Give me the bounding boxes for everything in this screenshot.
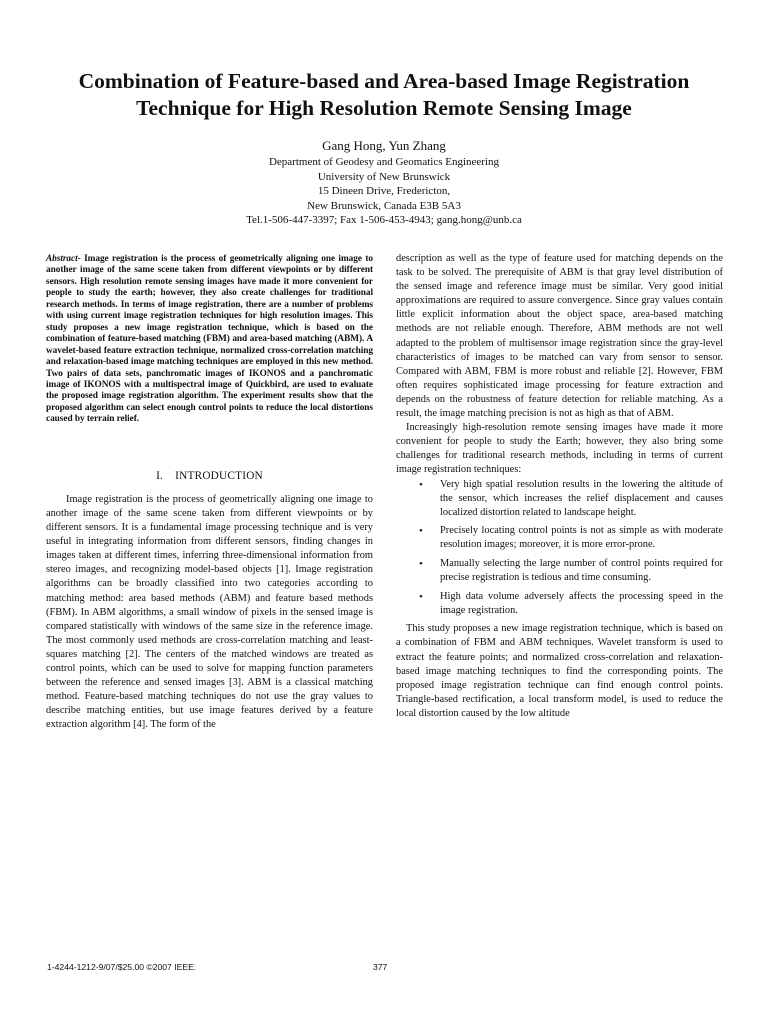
affiliation-department: Department of Geodesy and Geomatics Engineering xyxy=(268,156,499,168)
affiliation-university: University of New Brunswick xyxy=(317,170,451,183)
abstract-label: Abstract- xyxy=(46,254,81,264)
body-paragraph-3: This study proposes a new image registration technique, which is based on a combination of FBM and ABM techniques. Wavelet transform is used to extract the feature points; and normalized cross-correlation and relaxation-based image matching techniques to find the corresponding points. The proposed image registration technique can find enough control points. Triangle-based rectification, a local transform model, is used to reduce the local distortion caused by the low altitude xyxy=(396,623,723,719)
abstract xyxy=(46,254,373,426)
list-item: • Manually selecting the large number of control points required for precise registration is tedious and time consuming. xyxy=(440,557,723,585)
affiliation-street: 15 Dineen Drive, Fredericton, xyxy=(317,185,451,198)
authors: Gang Hong, Yun Zhang xyxy=(322,138,446,153)
copyright-footer: 1-4244-1212-9/07/$25.00 ©2007 IEEE. xyxy=(47,962,197,972)
section-heading-introduction: I. INTRODUCTION xyxy=(156,469,263,482)
title-line-1: Combination of Feature-based and Area-based Image Registration xyxy=(78,69,690,93)
title-line-2: Technique for High Resolution Remote Sensing Image xyxy=(136,96,632,120)
abstract-text: Image registration is the process of geometrically aligning one image to another image of the same scene taken from different viewpoints or by different sensors. High resolution remote sensing images have made it more convenient for people to study the earth; however, they also create challenges for traditional research methods. In terms of image registration, there are a number of problems with using current image registration techniques for high resolution images. This study proposes a new image registration technique, which is based on the combination of feature-based matching (FBM) and area-based matching (ABM). A wavelet-based feature extraction technique, normalized cross-correlation matching and relaxation-based image matching techniques are employed in this new method. Two pairs of data sets, panchromatic images of IKONOS and a panchromatic image of IKONOS with a multispectral image of Quickbird, are used to evaluate the proposed image registration algorithm. The experiment results show that the proposed algorithm can select enough control points to reduce the local distortions caused by terrain relief. xyxy=(46,254,373,425)
affiliation-block xyxy=(40,155,728,228)
intro-paragraph: Image registration is the process of geometrically aligning one image to another image of the same scene taken from different viewpoints or by different sensors. It is a fundamental image processing technique and is very useful in integrating information from different sensors, finding changes in images taken at different times, inferring three-dimensional information from stereo images, and recognizing model-based objects [1]. Image registration algorithms can be broadly classified into two categories according to matching method: area based methods (ABM) and feature based methods (FBM). In ABM algorithms, a small window of pixels in the sensed image is compared statistically with windows of the same size in the reference image. The most commonly used methods are cross-correlation matching and least-squares matching [2]. The centers of the matched windows are treated as control points, which can be used to solve for mapping function parameters between the reference and sensed images [3]. ABM is a classical matching method. Feature-based matching techniques do not use the gray values to describe matching entities, but use image features derived by a feature extraction algorithm [4]. The form of the xyxy=(46,493,373,731)
list-item: • High data volume adversely affects the processing speed in the image registration. xyxy=(440,590,723,618)
affiliation-contact: Tel.1-506-447-3397; Fax 1-506-453-4943; gang.hong@unb.ca xyxy=(246,214,522,227)
list-item: • Precisely locating control points is not as simple as with moderate resolution images; moreover, it is more error-prone. xyxy=(440,524,723,552)
left-column xyxy=(46,254,373,732)
body-paragraph-1: description as well as the type of feature used for matching depends on the task to be solved. The prerequisite of ABM is that gray level distribution of the sensed image and reference image must be similar. Very good initial approximations are required to assure convergence. Since gray values contain little explicit information about the object space, area-based matching methods are not reliable enough. Therefore, ABM methods are not well adapted to the problem of multisensor image registration since the gray-level characteristics of images to be matched can vary from sensor to sensor. Compared with ABM, FBM is more robust and reliable [2]. However, FBM often requires sophisticated image processing for feature extraction and depends on the robustness of feature detection for reliable matching. As a result, the image matching precision is not as high as that of ABM. xyxy=(396,253,723,420)
affiliation-province: New Brunswick, Canada E3B 5A3 xyxy=(307,199,461,212)
page-number: 377 xyxy=(373,962,388,972)
paper-title xyxy=(40,68,728,122)
right-column xyxy=(396,252,723,721)
challenge-list xyxy=(396,478,723,618)
body-paragraph-2: Increasingly high-resolution remote sensing images have made it more convenient for people to study the Earth; however, they also bring some challenges for traditional research methods, including in terms of current image registration techniques: xyxy=(396,422,723,476)
list-item: • Very high spatial resolution results in the lowering the altitude of the sensor, which increases the relief displacement and causes localized distortion related to landscape height. xyxy=(440,478,723,520)
